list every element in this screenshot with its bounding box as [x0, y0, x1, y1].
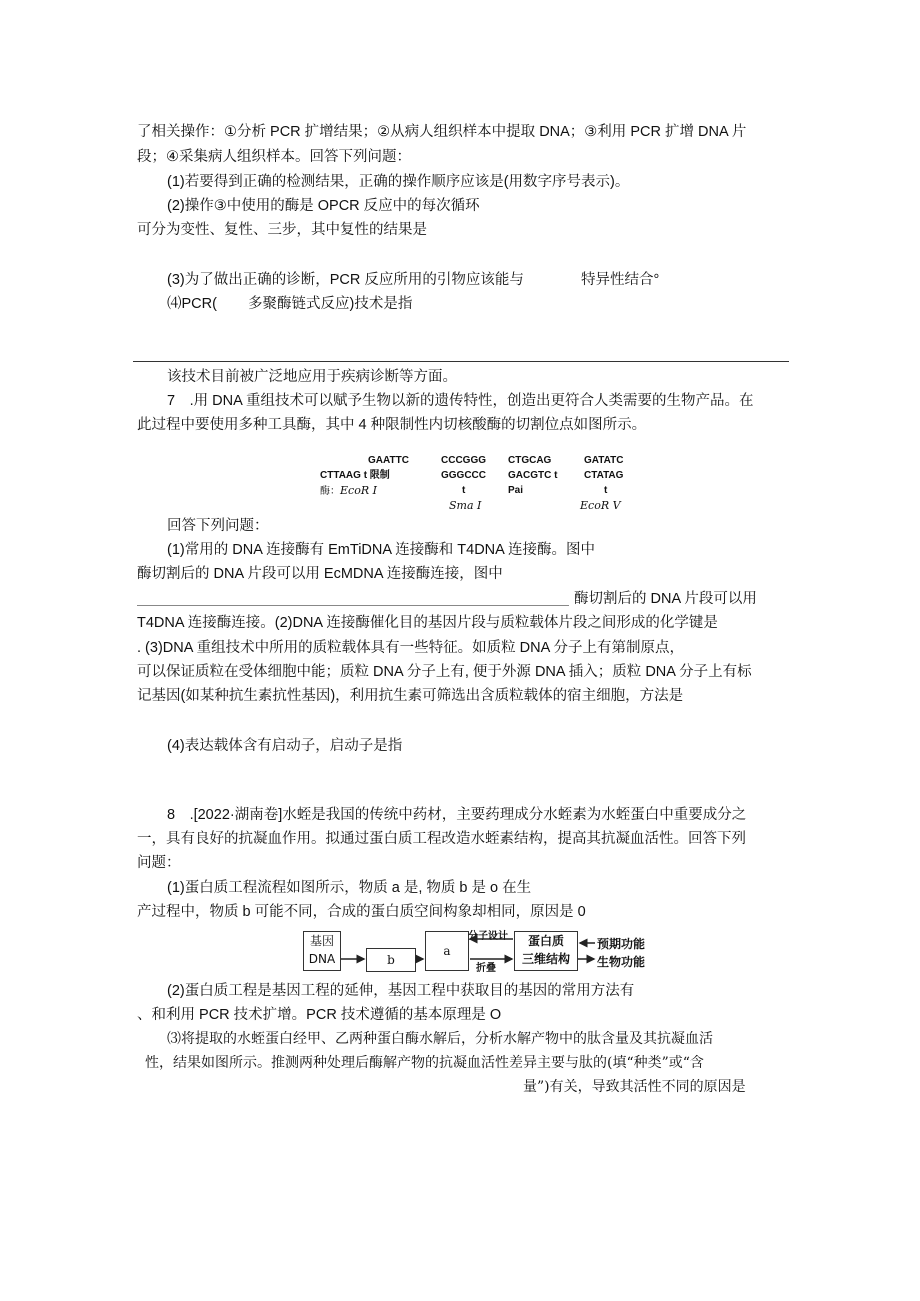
psti-bottom-seq: GACGTC t — [508, 470, 558, 481]
blank-line — [137, 605, 569, 606]
q8-line-1: 8 .[2022·湖南卷]水蛭是我国的传统中药材，主要药理成分水蛭素为水蛭蛋白中重要成分之 — [167, 807, 747, 823]
ecorv-name: EcoR Ⅴ — [580, 499, 621, 512]
q6-sub3-end: 特异性结合° — [581, 272, 660, 288]
q6-sub2-cont: 可分为变性、复性、三步，其中复性的结果是 — [137, 222, 427, 238]
q8-sub2: (2)蛋白质工程是基因工程的延伸，基因工程中获取目的基因的常用方法有 — [167, 983, 635, 999]
ecori-top-seq: GAATTC — [368, 455, 409, 466]
smai-cut-mark: t — [462, 485, 466, 496]
ecorv-cut-mark: t — [604, 485, 608, 496]
ecori-bottom-seq: CTTAAG t 限制 — [320, 470, 390, 481]
q8-line-2: 一，具有良好的抗凝血作用。拟通过蛋白质工程改造水蛭素结构，提高其抗凝血活性。回答下列 — [137, 831, 746, 847]
q8-sub3-cont2: 量”)有关，导致其活性不同的原因是 — [523, 1079, 746, 1095]
q6-sub4: ⑷PCR( — [167, 296, 217, 312]
substance-b-box: b — [366, 948, 416, 972]
q6-sub2: (2)操作③中使用的酶是 OPCR 反应中的每次循环 — [167, 198, 480, 214]
q7-sub2: T4DNA 连接酶连接。(2)DNA 连接酶催化目的基因片段与质粒载体片段之间形成的化学键是 — [137, 615, 718, 631]
q6-sub3: (3)为了做出正确的诊断，PCR 反应所用的引物应该能与 — [167, 272, 524, 288]
gene-label: 基因 — [309, 934, 334, 948]
q7-sub3-cont2: 记基因(如某种抗生素抗性基因)，利用抗生素可筛选出含质粒载体的宿主细胞，方法是 — [137, 688, 684, 704]
q7-sub1-cont: 酶切割后的 DNA 片段可以用 EcMDNA 连接酶连接，图中 — [137, 566, 503, 582]
psti-top-seq: CTGCAG — [508, 455, 552, 466]
q8-sub3: ⑶将提取的水蛭蛋白经甲、乙两种蛋白酶水解后，分析水解产物中的肽含量及其抗凝血活 — [167, 1031, 713, 1047]
q8-sub2-cont: 、和利用 PCR 技术扩增。PCR 技术遵循的基本原理是 O — [137, 1007, 502, 1023]
q7-answer-prompt: 回答下列问题： — [167, 518, 269, 534]
smai-bottom-seq: GGGCCC — [441, 470, 486, 481]
q7-line-2: 此过程中要使用多种工具酶，其中 4 种限制性内切核酸酶的切割位点如图所示。 — [137, 417, 647, 433]
ecori-name: EcoR Ⅰ — [340, 484, 377, 497]
ecori-label — [320, 484, 377, 499]
enzyme-prefix: 酶： — [320, 486, 340, 497]
q6-sub1: (1)若要得到正确的检测结果，正确的操作顺序应该是(用数字序号表示)。 — [167, 174, 630, 190]
q8-sub3-cont: 性，结果如图所示。推测两种处理后酶解产物的抗凝血活性差异主要与肽的(填“种类”或“含 — [145, 1055, 704, 1071]
ecorv-top-seq: GATATC — [584, 455, 624, 466]
substance-a-box: a — [425, 931, 469, 971]
q7-sub3: . (3)DNA 重组技术中所用的质粒载体具有一些特征。如质粒 DNA 分子上有第制原点， — [137, 640, 684, 656]
bio-function-label: 生物功能 — [597, 955, 646, 969]
q7-sub3-cont: 可以保证质粒在受体细胞中能；质粒 DNA 分子上有, 便于外源 DNA 插入；质粒 DNA 分子上有标 — [137, 664, 752, 680]
fold-label: 折叠 — [476, 963, 496, 974]
q8-sub1-cont: 产过程中，物质 b 可能不同，合成的蛋白质空间构象却相同，原因是 0 — [137, 904, 586, 920]
flow-arrows — [300, 925, 600, 975]
q6-sub4-cont: 多聚酶链式反应)技术是指 — [248, 296, 413, 312]
protein-label: 蛋白质 — [527, 934, 564, 948]
q7-sub1: (1)常用的 DNA 连接酶有 EmTiDNA 连接酶和 T4DNA 连接酶。图中 — [167, 542, 596, 558]
q6-line-2: 段；④采集病人组织样本。回答下列问题： — [137, 149, 411, 165]
q6-line-1: 了相关操作：①分析 PCR 扩增结果；②从病人组织样本中提取 DNA；③利用 PCR 扩增 DNA 片 — [137, 124, 747, 140]
q7-sub4: (4)表达载体含有启动子，启动子是指 — [167, 738, 403, 754]
smai-top-seq: CCCGGG — [441, 455, 486, 466]
q8-line-3: 问题： — [137, 855, 181, 871]
smai-name: Sma Ⅰ — [449, 499, 482, 512]
expected-function-label: 预期功能 — [597, 937, 646, 951]
dna-label: DNA — [308, 952, 336, 966]
answer-line — [133, 361, 789, 362]
q8-sub1: (1)蛋白质工程流程如图所示，物质 a 是, 物质 b 是 o 在生 — [167, 880, 532, 896]
q7-sub1-cont2: 酶切割后的 DNA 片段可以用 — [574, 591, 757, 607]
psti-name: Pai — [508, 485, 524, 496]
q6-sub4-end: 该技术目前被广泛地应用于疾病诊断等方面。 — [167, 369, 457, 385]
structure-label: 三维结构 — [521, 952, 570, 966]
ecorv-bottom-seq: CTATAG — [584, 470, 624, 481]
q7-line-1: 7 .用 DNA 重组技术可以赋予生物以新的遗传特性，创造出更符合人类需要的生物产品。在 — [167, 393, 754, 409]
design-label: 分子设计 — [468, 931, 508, 942]
